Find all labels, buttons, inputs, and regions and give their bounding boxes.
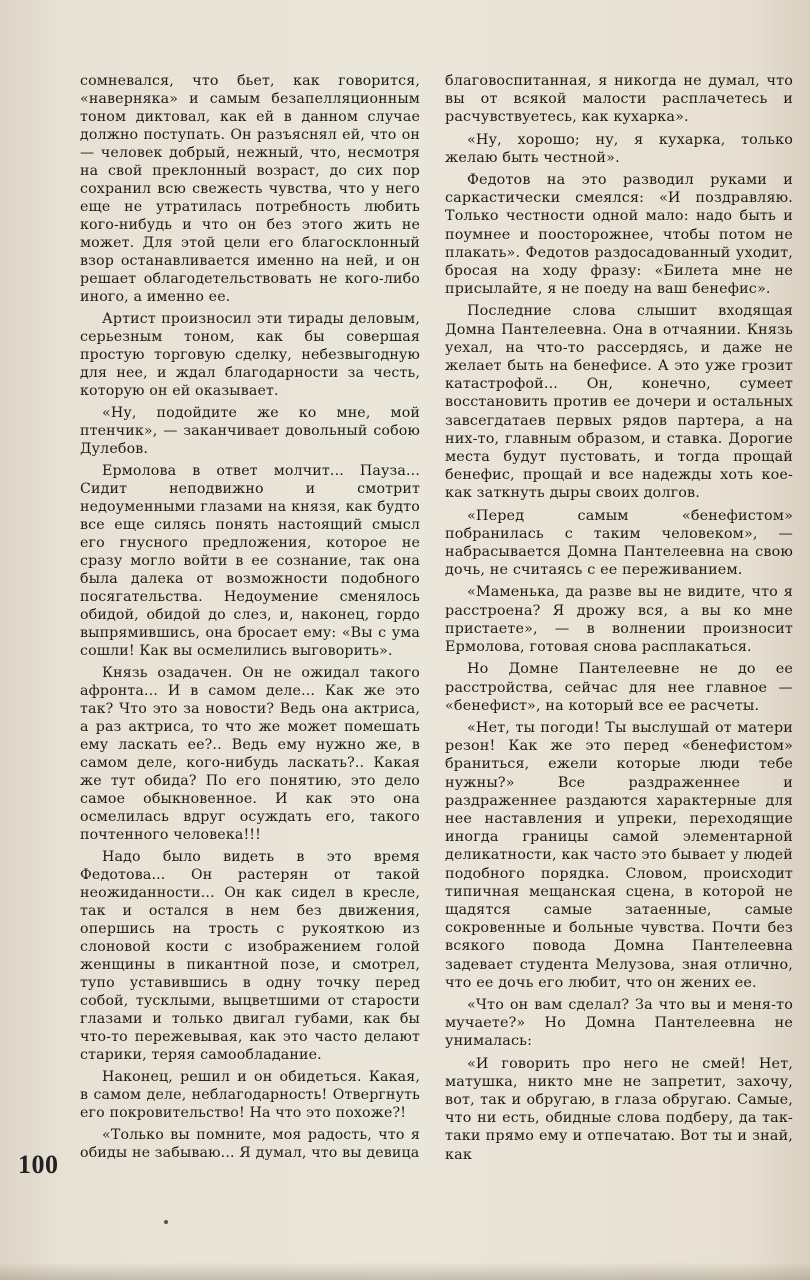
page-number: 100 — [18, 1150, 59, 1179]
paragraph: «Нет, ты погоди! Ты выслушай от матери резон! Как же это перед «бенефистом» браниться, ежели которые люди тебе нужны?» Все раздраженнее и раздраженнее раздаются характерные для нее наставления и упреки, переходящие иногда границы самой элементарной деликатности, как часто это бывает у людей подобного порядка. Словом, происходит типичная мещанская сцена, в которой не щадятся самые затаенные, самые сокровенные и больные чувства. Почти без всякого повода Домна Пантелеевна задевает студента Мелузова, зная отлично, что ее дочь его любит, что он жених ее. — [445, 719, 793, 991]
paragraph: Федотов на это разводил руками и саркастически смеялся: «И поздравляю. Только честности одной мало: надо быть и поумнее и поосторожнее, чтобы потом не плакать». Федотов раздосадованный уходит, бросая на ходу фразу: «Билета мне не присылайте, я не поеду на ваш бенефис». — [445, 172, 793, 298]
paragraph: «Маменька, да разве вы не видите, что я расстроена? Я дрожу вся, а вы ко мне пристаете», — в волнении произносит Ермолова, готовая снова расплакаться. — [445, 584, 793, 656]
paragraph: Наконец, решил и он обидеться. Какая, в самом деле, неблагодарность! Отвергнуть его покровительство! На что это похоже?! — [80, 1069, 420, 1121]
paragraph: Ермолова в ответ молчит... Пауза... Сидит неподвижно и смотрит недоуменными глазами на князя, как будто все еще силясь понять настоящий смысл его гнусного предложения, которое не сразу могло войти в ее сознание, так она была далека от возможности подобного посягательства. Недоумение сменялось обидой, обидой до слез, и, наконец, гордо выпрямившись, она бросает ему: «Вы с ума сошли! Как вы осмелились выговорить». — [80, 463, 420, 659]
paragraph: «Ну, подойдите же ко мне, мой птенчик», — заканчивает довольный собою Дулебов. — [80, 405, 420, 457]
print-speck — [164, 1220, 168, 1224]
paragraph: «Перед самым «бенефистом» побранилась с таким человеком», — набрасывается Домна Пантелеевна на свою дочь, не считаясь с ее переживанием. — [445, 507, 793, 579]
paragraph: «Что он вам сделал? За что вы и меня-то мучаете?» Но Домна Пантелеевна не унималась: — [445, 996, 793, 1050]
paragraph: «Только вы помните, моя радость, что я обиды не забываю... Я думал, что вы девица — [80, 1127, 420, 1161]
page-edge-shadow — [0, 1262, 810, 1280]
paragraph: благовоспитанная, я никогда не думал, что вы от всякой малости расплачетесь и расчувствуетесь, как кухарка». — [445, 73, 793, 126]
paragraph: Князь озадачен. Он не ожидал такого афронта... И в самом деле... Как же это так? Что это за новости? Ведь она актриса, а раз актриса, то что же может помешать ему ласкать ее?.. Ведь ему нужно же, в самом деле, кого-нибудь ласкать?.. Какая же тут обида? По его понятию, это дело самое обыкновенное. И как это она осмелилась вдруг осуждать его, такого почтенного человека!!! — [80, 665, 420, 843]
paragraph: сомневался, что бьет, как говорится, «наверняка» и самым безапелляционным тоном диктовал, как ей в данном случае должно поступать. Он разъяснял ей, что он — человек добрый, нежный, что, несмотря на свой преклонный возраст, до сих пор сохранил всю свежесть чувства, что у него еще не утратилась потребность любить кого-нибудь и что он без этого жить не может. Для этой цели его благосклонный взор останавливается именно на ней, и он решает облагодетельствовать не кого-либо иного, а именно ее. — [80, 73, 420, 305]
right-text-column — [445, 72, 793, 1164]
paragraph: Артист произносил эти тирады деловым, серьезным тоном, как бы совершая простую торговую сделку, небезвыгодную для нее, и ждал благодарности за честь, которую он ей оказывает. — [80, 311, 420, 399]
left-text-column — [80, 72, 420, 1162]
paragraph: Последние слова слышит входящая Домна Пантелеевна. Она в отчаянии. Князь уехал, на что-то рассердясь, и даже не желает быть на бенефисе. А это уже грозит катастрофой... Он, конечно, сумеет восстановить против ее дочери и остальных завсегдатаев первых рядов партера, а на них-то, главным образом, и ставка. Дорогие места будут пустовать, и тогда прощай бенефис, прощай и все надежды хоть кое-как заткнуть дыры своих долгов. — [445, 303, 793, 502]
paragraph: Но Домне Пантелеевне не до ее расстройства, сейчас для нее главное — «бенефист», на который все ее расчеты. — [445, 661, 793, 714]
paragraph: Надо было видеть в это время Федотова... Он растерян от такой неожиданности... Он как сидел в кресле, так и остался в нем без движения, опершись на трость с рукояткою из слоновой кости с изображением голой женщины в пикантной позе, и смотрел, тупо уставившись в одну точку перед собой, тусклыми, выцветшими от старости глазами и только двигал губами, как бы что-то пережевывая, как это часто делают старики, теряя самообладание. — [80, 849, 420, 1063]
paragraph: «И говорить про него не смей! Нет, матушка, никто мне не запретит, захочу, вот, так и обругаю, в глаза обругаю. Самые, что ни есть, обидные слова подберу, да так-таки прямо ему и отпечатаю. Вот ты и знай, как — [445, 1055, 793, 1163]
paragraph: «Ну, хорошо; ну, я кухарка, только желаю быть честной». — [445, 131, 793, 166]
